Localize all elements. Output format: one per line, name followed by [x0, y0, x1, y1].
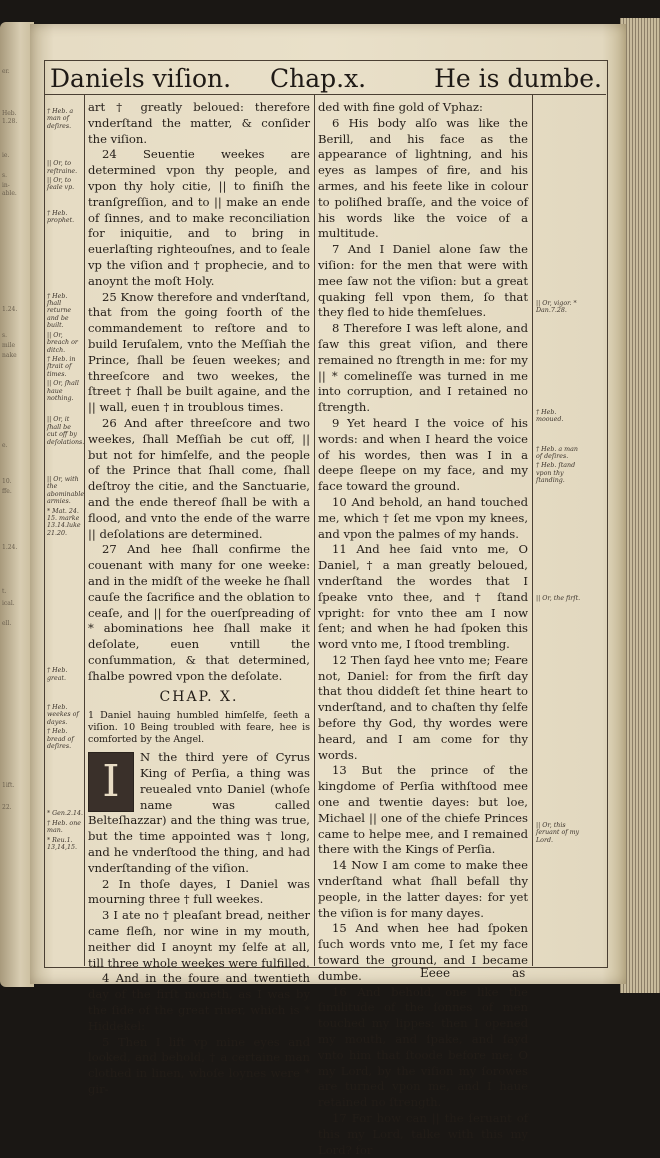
- margin-note: || Or, vigor. * Dan.7.28.: [536, 300, 577, 315]
- page-stack-edge: [620, 18, 660, 993]
- verse: 2 In thoſe dayes, I Daniel was mourning three † full weekes.: [88, 876, 310, 907]
- left-edge-mark: 1.24.: [2, 544, 18, 551]
- column-rule: [84, 94, 85, 966]
- verse: 5 Then I lift vp mine eyes and looked, and behold, † a certaine man clothed in linen, whoſe loynes were * gir-: [88, 1034, 310, 1097]
- chapter-opening: [88, 750, 310, 876]
- margin-note: † Heb. mooued.: [536, 408, 564, 424]
- left-edge-mark: ical.: [2, 600, 15, 607]
- margin-note: || Or, with the abominable armies.: [47, 475, 85, 506]
- signature-mark: Eeee: [420, 966, 451, 980]
- margin-note: * Mat. 24. 15. marke 13.14.luke 21.20.: [47, 507, 81, 537]
- left-edge-mark: nake: [2, 352, 17, 359]
- chapter-summary: 1 Daniel hauing humbled himſelfe, ſeeth a viſion. 10 Being troubled with feare, hee is comforted by the Angel.: [88, 710, 310, 746]
- verse: 14 Now I am come to make thee vnderſtand what ſhall befall thy people, in the latter dayes: for yet the viſion is for many dayes.: [318, 858, 528, 920]
- column-rule: [532, 94, 533, 966]
- verse: 4 And in the foure and twentieth day of the firſt moneth, as I was by the ſide of the great riuer, which is * Hiddekel:: [88, 971, 310, 1033]
- left-edge-mark: er.: [2, 68, 10, 75]
- left-edge-mark: mile: [2, 342, 16, 349]
- margin-note: † Heb. ſhall returne and be built.: [47, 292, 72, 330]
- left-edge-mark: Heb.: [2, 110, 17, 117]
- margin-note: * Gen.2.14.: [47, 810, 83, 818]
- left-edge-mark: 1.24.: [2, 306, 18, 313]
- header-rule: [44, 94, 606, 95]
- verse: 12 Then ſayd hee vnto me; Feare not, Daniel: for from the firſt day that thou diddeſt ſet thine heart to vnderſtand, and to chaſten thy ſelfe before thy God, thy wordes were heard, and I am come for thy words.: [318, 652, 528, 762]
- verse: 24 Seuentie weekes are determined vpon thy people, and vpon thy holy citie, || to finiſh the tranſgreſſion, and to || make an ende of ſinnes, and to make reconciliation for iniquitie, and to bring in euerlaſting righteouſnes, and to ſeale vp the viſion and † prophecie, and to anoynt the moſt Holy.: [88, 147, 310, 288]
- left-edge-mark: 10.: [2, 478, 12, 485]
- right-text-column: [318, 100, 528, 1158]
- continued-text: art † greatly beloued: therefore vnderſtand the matter, & conſider the viſion.: [88, 100, 310, 146]
- column-rule: [314, 94, 315, 966]
- margin-note: † Heb. one man.: [47, 819, 81, 835]
- margin-note: † Heb. a man of deſires.: [47, 108, 74, 130]
- header-left: Daniels viſion.: [50, 64, 232, 93]
- left-edge-mark: t.: [2, 588, 7, 595]
- left-edge-mark: 1ift.: [2, 782, 15, 789]
- bible-page: [30, 24, 626, 1157]
- margin-note: || Or, to reſtraine.: [47, 160, 78, 175]
- left-edge-mark: 22.: [2, 804, 12, 811]
- margin-note: || Or, breach or ditch.: [47, 331, 78, 354]
- verse: 8 Therefore I was left alone, and ſaw this great viſion, and there remained no ſtrength in me: for my || * comelineſſe was turned in me into corruption, and I retained no ſtrength.: [318, 321, 528, 415]
- verse: 13 But the prince of the kingdome of Perſia withſtood mee one and twentie dayes: but loe, Michael || one of the chiefe Princes came to helpe mee, and I remained there with the Kings of Perſia.: [318, 763, 528, 857]
- margin-note: || Or, ſhall haue nothing.: [47, 380, 79, 402]
- left-edge-mark: ie.: [2, 152, 10, 159]
- margin-note: || Or, this ſeruant of my Lord.: [536, 822, 580, 844]
- left-edge-mark: in-: [2, 182, 10, 189]
- header-right: He is dumbe.: [434, 64, 602, 93]
- verse: N the third yere of Cyrus King of Perſia, a thing was reuealed vnto Daniel (whoſe name was called Belteſhazzar) and the thing was true, but the time appointed was † long, and he vnderſtood the thing, and had vnderſtanding of the viſion.: [88, 750, 310, 875]
- verse: 27 And hee ſhall confirme the couenant with many for one weeke: and in the midſt of the weeke he ſhall cauſe the ſacrifice and the oblation to ceaſe, and || for the ouerſpreading of * abominations hee ſhall make it deſolate, euen vntill the conſummation, & that determined, ſhalbe powred vpon the deſolate.: [88, 542, 310, 683]
- verse: 25 Know therefore and vnderſtand, that from the going foorth of the commandement to reſtore and to build Ieruſalem, vnto the Meſſiah the Prince, ſhall be ſeuen weekes; and threeſcore and two weekes, the ſtreet † ſhall be built againe, and the || wall, euen † in troublous times.: [88, 289, 310, 415]
- margin-note: † Heb. ſtand vpon thy ſtanding.: [536, 462, 576, 485]
- left-edge-mark: ell.: [2, 620, 12, 627]
- verse: 26 And after threeſcore and two weekes, ſhall Meſſiah be cut off, || but not for himſelfe, and the people of the Prince that ſhall come, ſhall deſtroy the citie, and the Sanctuarie, and the ende thereof ſhall be with a flood, and vnto the ende of the warre || deſolations are determined.: [88, 415, 310, 541]
- continued-text: ded with fine gold of Vphaz:: [318, 100, 483, 114]
- left-edge-mark: e.: [2, 442, 8, 449]
- running-header: [44, 64, 606, 94]
- left-edge-mark: able.: [2, 190, 17, 197]
- margin-note: || Or, to ſeale vp.: [47, 177, 75, 192]
- chapter-heading: CHAP. X.: [159, 689, 239, 706]
- left-page-edge: [0, 22, 34, 987]
- left-edge-mark: 1.28.: [2, 118, 18, 125]
- verse: 3 I ate no † pleaſant bread, neither came fleſh, nor wine in my mouth, neither did I anoynt my ſelfe at all, till three whole weekes were fulfilled.: [88, 908, 310, 970]
- right-margin-notes: [536, 300, 582, 846]
- left-edge-mark: s.: [2, 172, 7, 179]
- left-edge-mark: s.: [2, 332, 7, 339]
- margin-note: † Heb. great.: [47, 667, 68, 682]
- margin-note: † Heb. in ſtrait of times.: [47, 355, 76, 378]
- verse: 9 Yet heard I the voice of his words: and when I heard the voice of his wordes, then was I in a deepe ſleepe on my face, and my face toward the ground.: [318, 415, 528, 494]
- margin-note: † Heb. weekes of dayes.: [47, 704, 79, 726]
- verse: 17 For how can || the ſeruant of this my Lord, talke with this my Lord? for: [318, 1111, 528, 1157]
- verse: 16 And behold, one like the ſimilitude of the ſonnes of men touched my lippes: then I opened my mouth, and ſpake, and ſayd vnto him that ſtoode before me; O my Lord, by the viſion my ſorowes are turned vpon me, and I haue retained no ſtrength.: [318, 984, 528, 1110]
- drop-cap-initial: I: [88, 752, 134, 812]
- left-edge-mark: ffe.: [2, 488, 12, 495]
- left-text-column: [88, 100, 310, 1098]
- margin-note: † Heb. bread of deſires.: [47, 728, 74, 751]
- verse: 11 And hee ſaid vnto me, O Daniel, † a man greatly beloued, vnderſtand the wordes that I ſpeake vnto thee, and † ſtand vpright: for vnto thee am I now ſent; and when he had ſpoken this word vnto me, I ſtood trembling.: [318, 542, 528, 652]
- verse: 10 And behold, an hand touched me, which † ſet me vpon my knees, and vpon the palmes of my hands.: [318, 494, 528, 541]
- left-margin-notes: [47, 108, 83, 854]
- verse: 15 And when hee had ſpoken ſuch words vnto me, I ſet my face toward the ground, and I became dumbe.: [318, 921, 528, 983]
- verse: 7 And I Daniel alone ſaw the viſion: for the men that were with mee ſaw not the viſion: but a great quaking fell vpon them, ſo that they fled to hide themſelues.: [318, 242, 528, 320]
- margin-note: † Heb. a man of deſires.: [536, 445, 578, 461]
- margin-note: || Or, the firſt.: [536, 594, 581, 602]
- verse: 6 His body alſo was like the Berill, and his face as the appearance of lightning, and his eyes as lampes of fire, and his armes, and his feete like in colour to poliſhed braſſe, and the voice of his words like the voice of a multitude.: [318, 115, 528, 241]
- margin-note: * Reu.1. 13,14,15.: [47, 836, 78, 852]
- margin-note: † Heb. prophet.: [47, 209, 75, 225]
- margin-note: || Or, it ſhall be cut off by deſolations.: [47, 416, 85, 446]
- catchword: as: [512, 966, 526, 980]
- header-center: Chap.x.: [270, 64, 367, 93]
